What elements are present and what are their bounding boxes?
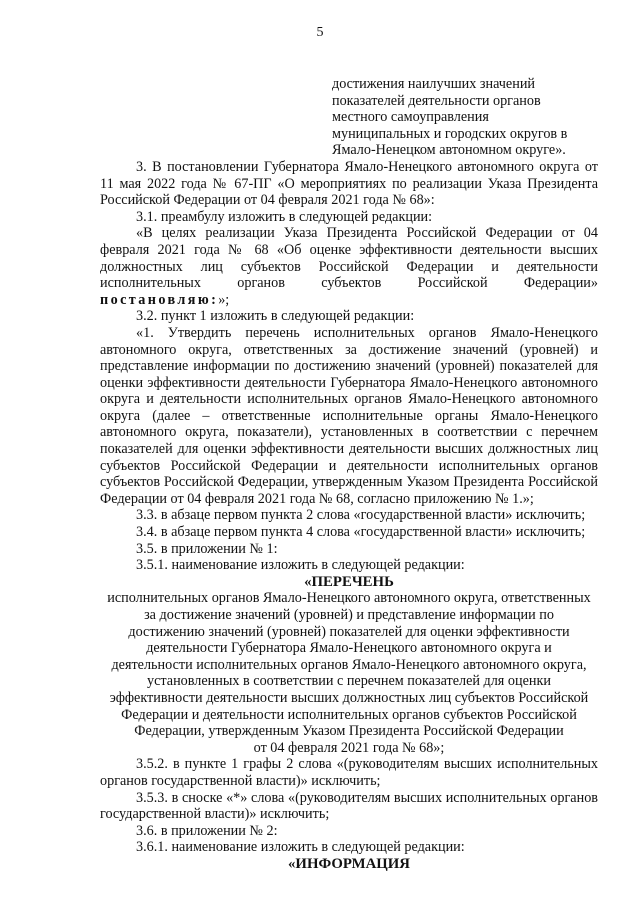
quote-line: показателей деятельности органов — [332, 92, 541, 109]
quote-end: »; — [218, 291, 230, 308]
quote-line: Ямало-Ненецком автономном округе». — [332, 142, 566, 159]
paragraph-3: 3. В постановлении Губернатора Ямало-Ненецкого автономного округа от 11 мая 2022 года № 67-ПГ «О мероприятиях по реализации Указа Президента Российской Федерации от 04 февраля 2021 года № 68»: — [100, 158, 598, 209]
perechen-line: деятельности Губернатора Ямало-Ненецкого автономного округа и — [146, 640, 552, 657]
perechen-line: Федерации и деятельности исполнительных органов субъектов Российской — [121, 706, 577, 723]
paragraph-3-2-quote: «1. Утвердить перечень исполнительных органов Ямало-Ненецкого автономного округа, ответственных за достижение значений (уровней) и представление информации по достижению значений (уровней) показателей для оценки эффективности деятельности Губернатора Ямало-Ненецкого автономного округа и деятельности исполнительных органов Ямало-Ненецкого автономного округа (далее – ответственные исполнительные органы Ямало-Ненецкого автономного округа, показатели), установленных в соответствии с перечнем показателей для оценки эффективности деятельности высших должностных лиц субъектов Российской Федерации и деятельности исполнительных органов субъектов Российской Федерации, утвержденным Указом Президента Российской Федерации от 04 февраля 2021 года № 68, согласно приложению № 1.»; — [100, 324, 598, 507]
paragraph-3-6-1: 3.6.1. наименование изложить в следующей редакции: — [136, 839, 465, 856]
info-title: «ИНФОРМАЦИЯ — [288, 855, 410, 872]
decree-word: постановляю: — [100, 291, 219, 308]
paragraph-3-5: 3.5. в приложении № 1: — [136, 540, 278, 557]
quote-line: достижения наилучших значений — [332, 76, 536, 92]
paragraph-3-6: 3.6. в приложении № 2: — [136, 822, 278, 839]
paragraph-3-5-1: 3.5.1. наименование изложить в следующей редакции: — [136, 557, 465, 574]
paragraph-3-4: 3.4. в абзаце первом пункта 4 слова «государственной власти» исключить; — [136, 524, 586, 541]
quote-line: муниципальных и городских округов в — [332, 125, 568, 142]
perechen-line: достижению значений (уровней) показателей для оценки эффективности — [128, 623, 570, 640]
paragraph-3-5-3: 3.5.3. в сноске «*» слова «(руководителям высших исполнительных органов государственной власти)» исключить; — [100, 789, 598, 823]
perechen-line: от 04 февраля 2021 года № 68»; — [253, 739, 445, 756]
document-body — [100, 76, 598, 873]
perechen-title: «ПЕРЕЧЕНЬ — [304, 573, 394, 590]
perechen-line: деятельности исполнительных органов Ямало-Ненецкого автономного округа, — [111, 656, 587, 673]
page-number: 5 — [316, 25, 324, 40]
paragraph-3-3: 3.3. в абзаце первом пункта 2 слова «государственной власти» исключить; — [136, 507, 586, 524]
quote-line: местного самоуправления — [332, 109, 489, 126]
perechen-line: Федерации, утвержденным Указом Президента Российской Федерации — [134, 723, 564, 740]
perechen-line: за достижение значений (уровней) и представление информации по — [144, 607, 554, 623]
perechen-line: исполнительных органов Ямало-Ненецкого автономного округа, ответственных — [107, 590, 591, 607]
quoted-fragment — [332, 76, 598, 159]
quote-text: «В целях реализации Указа Президента Российской Федерации от 04 февраля 2021 года № 68 «Об оценке эффективности деятельности высших должностных лиц субъектов Российской Федерации и деятельности исполнительных органов субъектов Российской Федерации» — [100, 225, 598, 292]
paragraph-3-2: 3.2. пункт 1 изложить в следующей редакции: — [136, 308, 415, 325]
perechen-line: эффективности деятельности высших должностных лиц субъектов Российской — [109, 689, 589, 706]
paragraph-3-5-2: 3.5.2. в пункте 1 графы 2 слова «(руководителям высших исполнительных органов государственной власти)» исключить; — [100, 756, 598, 789]
paragraph-3-1: 3.1. преамбулу изложить в следующей редакции: — [136, 208, 433, 225]
perechen-line: установленных в соответствии с перечнем показателей для оценки — [147, 673, 551, 690]
paragraph-3-1-quote — [100, 225, 598, 308]
perechen-text — [100, 590, 598, 756]
